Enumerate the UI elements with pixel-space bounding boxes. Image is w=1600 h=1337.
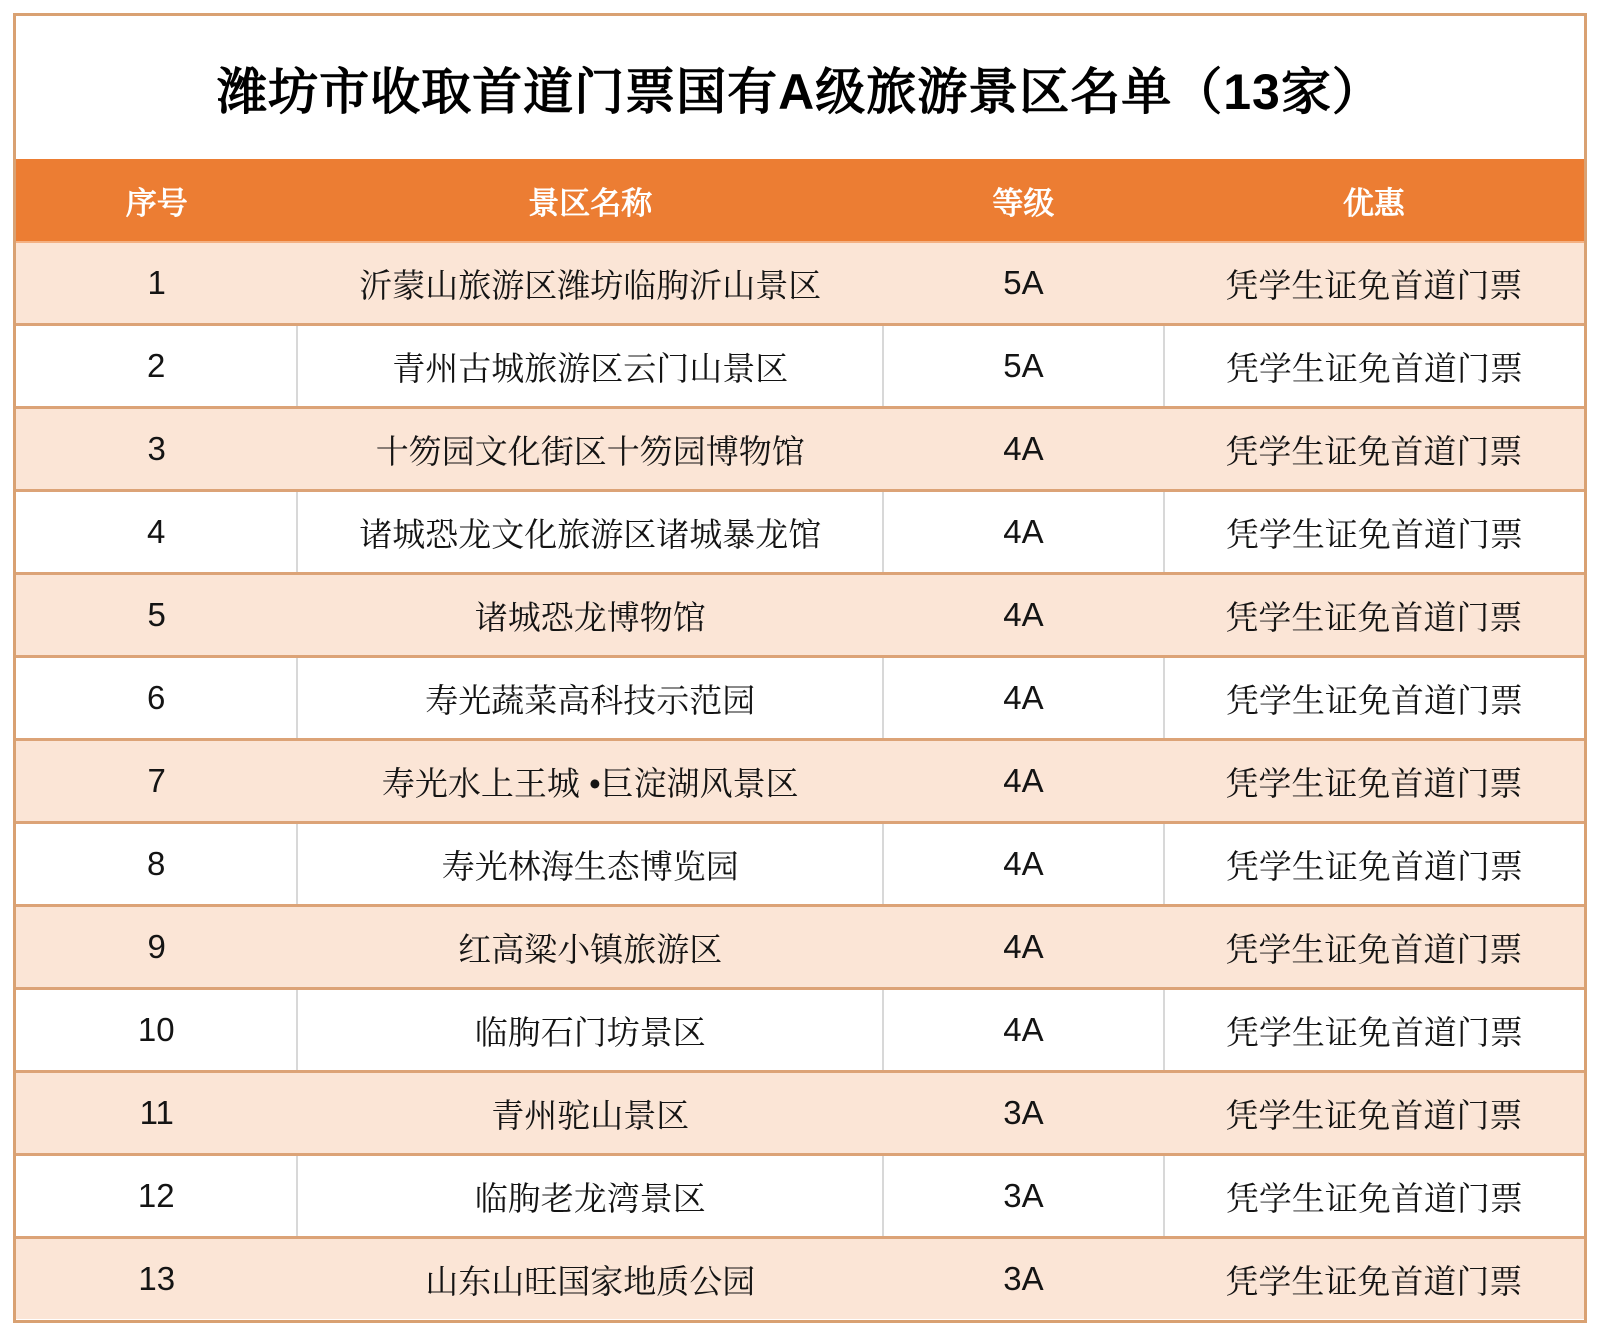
- table-row: [16, 574, 1584, 657]
- cell-name: 沂蒙山旅游区潍坊临朐沂山景区: [297, 242, 883, 325]
- cell-no: 11: [16, 1072, 297, 1155]
- table-row: [16, 989, 1584, 1072]
- cell-no: 9: [16, 906, 297, 989]
- table-row: [16, 408, 1584, 491]
- table-row: [16, 657, 1584, 740]
- cell-discount: 凭学生证免首道门票: [1164, 574, 1584, 657]
- col-header-discount: 优惠: [1164, 159, 1584, 242]
- cell-discount: 凭学生证免首道门票: [1164, 906, 1584, 989]
- cell-no: 8: [16, 823, 297, 906]
- cell-name: 青州古城旅游区云门山景区: [297, 325, 883, 408]
- cell-discount: 凭学生证免首道门票: [1164, 989, 1584, 1072]
- cell-grade: 4A: [883, 906, 1164, 989]
- cell-name: 红高粱小镇旅游区: [297, 906, 883, 989]
- cell-no: 6: [16, 657, 297, 740]
- cell-name: 寿光水上王城 •巨淀湖风景区: [297, 740, 883, 823]
- table-row: [16, 242, 1584, 325]
- cell-name: 寿光蔬菜高科技示范园: [297, 657, 883, 740]
- table-row: [16, 740, 1584, 823]
- cell-discount: 凭学生证免首道门票: [1164, 408, 1584, 491]
- cell-discount: 凭学生证免首道门票: [1164, 1238, 1584, 1320]
- cell-discount: 凭学生证免首道门票: [1164, 242, 1584, 325]
- cell-name: 十笏园文化街区十笏园博物馆: [297, 408, 883, 491]
- cell-discount: 凭学生证免首道门票: [1164, 1072, 1584, 1155]
- col-header-grade: 等级: [883, 159, 1164, 242]
- cell-name: 青州驼山景区: [297, 1072, 883, 1155]
- scenic-area-table: [16, 159, 1584, 1319]
- table-row: [16, 325, 1584, 408]
- cell-name: 山东山旺国家地质公园: [297, 1238, 883, 1320]
- cell-grade: 4A: [883, 491, 1164, 574]
- cell-no: 5: [16, 574, 297, 657]
- cell-discount: 凭学生证免首道门票: [1164, 657, 1584, 740]
- cell-no: 12: [16, 1155, 297, 1238]
- table-row: [16, 1072, 1584, 1155]
- cell-discount: 凭学生证免首道门票: [1164, 325, 1584, 408]
- cell-grade: 5A: [883, 325, 1164, 408]
- cell-grade: 5A: [883, 242, 1164, 325]
- table-frame: [13, 13, 1587, 1323]
- cell-no: 10: [16, 989, 297, 1072]
- table-body: [16, 242, 1584, 1319]
- cell-no: 7: [16, 740, 297, 823]
- cell-name: 诸城恐龙博物馆: [297, 574, 883, 657]
- cell-grade: 3A: [883, 1238, 1164, 1320]
- col-header-no: 序号: [16, 159, 297, 242]
- cell-no: 4: [16, 491, 297, 574]
- cell-grade: 4A: [883, 823, 1164, 906]
- cell-discount: 凭学生证免首道门票: [1164, 491, 1584, 574]
- cell-name: 临朐石门坊景区: [297, 989, 883, 1072]
- cell-no: 1: [16, 242, 297, 325]
- cell-no: 3: [16, 408, 297, 491]
- cell-name: 临朐老龙湾景区: [297, 1155, 883, 1238]
- cell-name: 诸城恐龙文化旅游区诸城暴龙馆: [297, 491, 883, 574]
- cell-grade: 4A: [883, 740, 1164, 823]
- table-row: [16, 823, 1584, 906]
- cell-name: 寿光林海生态博览园: [297, 823, 883, 906]
- cell-discount: 凭学生证免首道门票: [1164, 740, 1584, 823]
- cell-no: 2: [16, 325, 297, 408]
- table-row: [16, 1155, 1584, 1238]
- header-row: [16, 159, 1584, 242]
- cell-grade: 4A: [883, 989, 1164, 1072]
- table-row: [16, 906, 1584, 989]
- cell-grade: 4A: [883, 574, 1164, 657]
- page-title: 潍坊市收取首道门票国有A级旅游景区名单（13家）: [217, 63, 1383, 120]
- cell-grade: 4A: [883, 657, 1164, 740]
- cell-discount: 凭学生证免首道门票: [1164, 823, 1584, 906]
- cell-grade: 3A: [883, 1155, 1164, 1238]
- table-row: [16, 1238, 1584, 1320]
- table-row: [16, 491, 1584, 574]
- cell-grade: 4A: [883, 408, 1164, 491]
- cell-grade: 3A: [883, 1072, 1164, 1155]
- cell-discount: 凭学生证免首道门票: [1164, 1155, 1584, 1238]
- col-header-name: 景区名称: [297, 159, 883, 242]
- cell-no: 13: [16, 1238, 297, 1320]
